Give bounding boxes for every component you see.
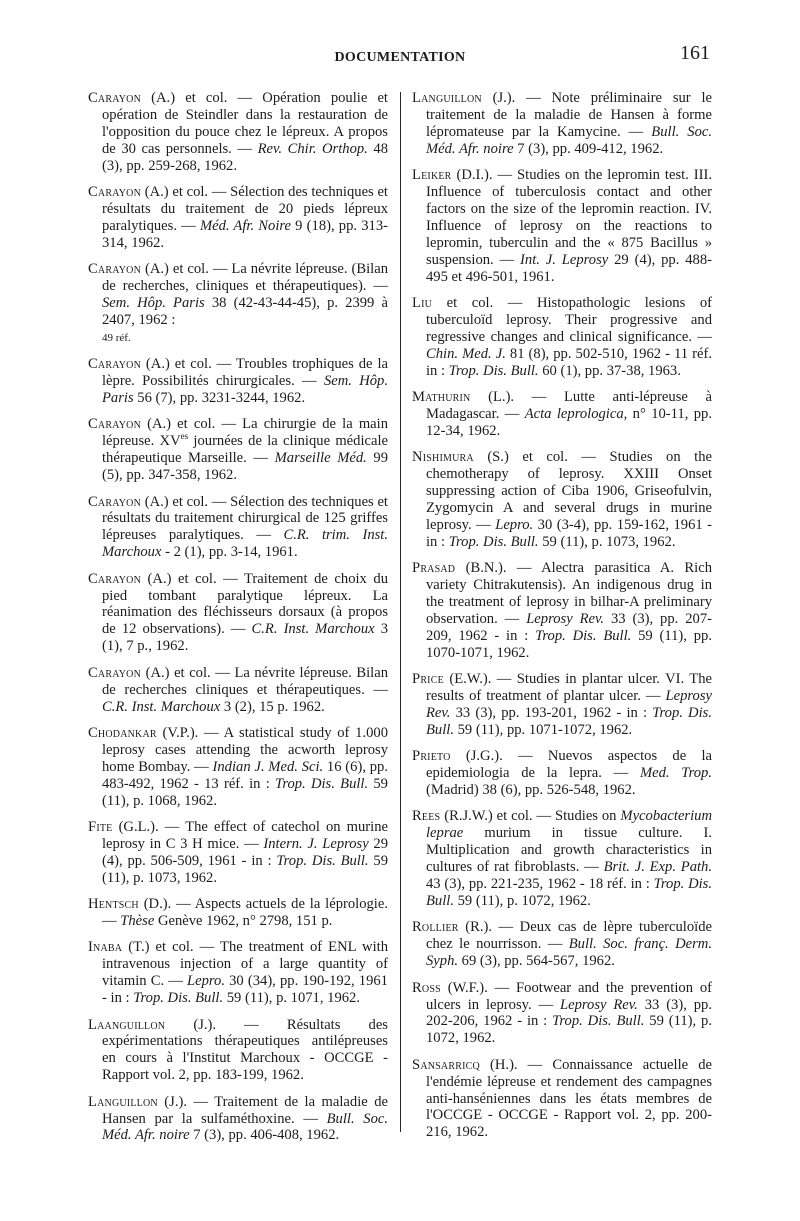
reference-details: - 2 (1), pp. 3-14, 1961.	[161, 544, 298, 561]
reference-author: Fite	[88, 818, 113, 835]
reference-source: Bull. Soc. Méd. Afr. noire	[102, 1110, 389, 1144]
reference-entry	[412, 295, 712, 380]
reference-text: (A.) et col. — Sélection des techniques et résultats du traitement chirurgical de 125 griffes lépreuses paralytiques. —	[102, 493, 388, 544]
reference-entry	[88, 939, 388, 1007]
left-column	[88, 90, 388, 1154]
reference-author: Hentsch	[88, 896, 139, 913]
reference-text: (A.) et col. — Traitement de choix du pied tombant paralytique lépreux. La réanimation des fléchisseurs dorsaux (à propos de 12 observations). —	[102, 570, 388, 638]
reference-details: 99 (5), pp. 347-358, 1962.	[102, 450, 388, 484]
reference-author: Prieto	[412, 748, 451, 765]
reference-source: Int. J. Leprosy	[520, 251, 609, 268]
reference-entry	[88, 1017, 388, 1085]
reference-source: Brit. J. Exp. Path.	[603, 859, 712, 876]
section-title: DOCUMENTATION	[334, 50, 466, 65]
reference-entry	[88, 665, 388, 716]
reference-details: 7 (3), pp. 406-408, 1962.	[189, 1127, 340, 1144]
reference-details: 81 (8), pp. 502-510, 1962 - 11 réf. in :	[426, 345, 712, 379]
page-number: 161	[680, 42, 710, 64]
reference-author: Languillon	[412, 90, 482, 106]
reference-author: Languillon	[88, 1093, 158, 1110]
reference-details: 69 (3), pp. 564-567, 1962.	[458, 953, 615, 970]
reference-entry	[88, 896, 388, 930]
reference-details: 56 (7), pp. 3231-3244, 1962.	[133, 390, 306, 406]
reference-author: Mathurin	[412, 389, 471, 405]
reference-source: C.R. Inst. Marchoux	[251, 621, 375, 638]
reference-entry	[88, 416, 388, 484]
column-divider	[400, 92, 401, 1132]
reference-source: Bull. Soc. franç. Derm. Syph.	[426, 936, 712, 970]
reference-entry	[412, 919, 712, 970]
reference-details: 33 (3), pp. 207-209, 1962 - in :	[426, 610, 712, 644]
reference-entry	[88, 90, 388, 175]
reference-details: 30 (34), pp. 190-192, 1961 - in :	[102, 973, 388, 1007]
reference-author: Inaba	[88, 939, 123, 956]
reference-source: Sem. Hôp. Paris	[102, 294, 205, 311]
reference-source: Intern. J. Leprosy	[263, 835, 369, 852]
reference-source: Leprosy Rev.	[426, 688, 712, 721]
reference-text: (J.G.). — Nuevos aspectos de la epidemiologia de la lepra. —	[426, 748, 712, 782]
reference-text: (S.) et col. — Studies on the chemotherapy of leprosy. XXIII Onset suppressing action of Ciba 1906, Griseofulvin, Zygomycin A and several drugs in murine leprosy. —	[426, 449, 712, 533]
reference-text: (J.). — Traitement de la maladie de Hansen par la sulfaméthoxine. —	[102, 1093, 388, 1127]
reference-source: C.R. Inst. Marchoux	[102, 698, 221, 715]
running-header	[0, 42, 800, 72]
reference-source: Trop. Dis. Bull.	[426, 704, 712, 738]
reference-details: 33 (3), pp. 202-206, 1962 - in :	[426, 996, 712, 1030]
reference-text: (E.W.). — Studies in plantar ulcer. VI. The results of treatment of plantar ulcer. —	[426, 671, 712, 704]
reference-details: 16 (6), pp. 483-492, 1962 - 13 réf. in :	[102, 758, 388, 792]
reference-details: murium in tissue culture. I. Multiplication and growth characteristics in cultures of rat fibroblasts. —	[426, 825, 712, 876]
reference-author: Leiker	[412, 167, 452, 184]
reference-source: Trop. Dis. Bull.	[448, 533, 539, 550]
reference-author: Laanguillon	[88, 1016, 166, 1033]
reference-source: Bull. Soc. Méd. Afr. noire	[426, 123, 713, 157]
reference-details: 38 (42-43-44-45), p. 2399 à 2407, 1962 :	[102, 294, 388, 328]
reference-text: (G.L.). — The effect of catechol on murine leprosy in C 3 H mice. —	[102, 818, 388, 852]
reference-entry	[88, 494, 388, 562]
reference-entry	[412, 1057, 712, 1142]
reference-text: (H.). — Connaissance actuelle de l'endémie lépreuse et rendement des campagnes anti-hanséniennes dans les états membres de l'OCCGE - OCCGE - Rapport vol. 2, pp. 200-216, 1962.	[426, 1056, 712, 1141]
reference-source: Trop. Dis. Bull.	[552, 1013, 645, 1030]
reference-source: Trop. Dis. Bull.	[448, 362, 539, 379]
reference-author: Carayon	[88, 90, 141, 106]
reference-text: (A.) et col. — La névrite lépreuse. Bilan de recherches cliniques et thérapeutiques. —	[102, 664, 388, 698]
reference-source: Lepro.	[187, 973, 225, 990]
reference-source: C.R. trim. Inst. Marchoux	[102, 527, 388, 561]
reference-author: Carayon	[88, 664, 141, 681]
reference-entry	[412, 167, 712, 285]
reference-details: 59 (11), p. 1073, 1962.	[538, 533, 676, 550]
reference-details: 59 (11), p. 1073, 1962.	[102, 852, 388, 886]
reference-source: Marseille Méd.	[274, 450, 367, 467]
reference-text: (A.) et col. — La chirurgie de la main lépreuse. XV	[102, 416, 388, 450]
reference-source: Rev. Chir. Orthop.	[257, 140, 368, 157]
reference-entry	[412, 980, 712, 1048]
reference-author: Ross	[412, 979, 441, 996]
reference-source: Indian J. Med. Sci.	[212, 758, 324, 775]
reference-entry	[412, 560, 712, 661]
reference-source: Leprosy Rev.	[526, 610, 605, 627]
reference-details: 3 (2), 15 p. 1962.	[220, 698, 325, 715]
reference-entry	[88, 1094, 388, 1145]
reference-entry	[88, 261, 388, 347]
reference-text: (V.P.). — A statistical study of 1.000 leprosy cases attending the acworth leprosy home Bombay. —	[102, 724, 388, 775]
reference-details: 9 (18), pp. 313-314, 1962.	[102, 217, 388, 251]
reference-author: Liu	[412, 294, 433, 311]
reference-author: Carayon	[88, 184, 141, 201]
reference-entry	[88, 356, 388, 407]
reference-details: 3 (1), 7 p., 1962.	[102, 621, 388, 655]
reference-text: (D.). — Aspects actuels de la léprologie. —	[102, 896, 388, 929]
reference-source: Trop. Dis. Bull.	[426, 876, 712, 909]
reference-text: (T.) et col. — The treatment of ENL with intravenous injection of a large quantity of vitamin C. —	[102, 939, 388, 990]
reference-details: 59 (11), p. 1068, 1962.	[102, 775, 388, 809]
reference-entry	[412, 808, 712, 909]
reference-text: (D.I.). — Studies on the lepromin test. III. Influence of tuberculosis contact and other factors on the size of the lepromin reaction. IV. Influence of leprosy on the reactions to lepromin, tuberculin and the « 875 Bacillus » suspension. —	[426, 167, 712, 268]
reference-author: Chodankar	[88, 724, 157, 741]
reference-author: Price	[412, 671, 444, 688]
reference-source: Trop. Dis. Bull.	[275, 775, 369, 792]
reference-superscript: es	[180, 431, 189, 442]
reference-author: Carayon	[88, 261, 141, 278]
reference-text: (A.) et col. — La névrite lépreuse. (Bilan de recherches, cliniques et thérapeutiques). —	[102, 261, 388, 295]
reference-details: 59 (11), pp. 1070-1071, 1962.	[426, 627, 712, 661]
reference-details: 30 (3-4), pp. 159-162, 1961 - in :	[426, 516, 712, 550]
reference-text: (A.) et col. — Opération poulie et opération de Steindler dans la restauration de l'opposition du pouce chez le lépreux. A propos de 30 cas personnels. —	[102, 90, 388, 157]
reference-source: Trop. Dis. Bull.	[535, 627, 632, 644]
reference-details: Genève 1962, n° 2798, 151 p.	[154, 912, 333, 929]
reference-text: (A.) et col. — Troubles trophiques de la lèpre. Possibilités chirurgicales. —	[102, 356, 388, 390]
reference-details: 59 (11), pp. 1071-1072, 1962.	[453, 721, 633, 738]
reference-details: (Madrid) 38 (6), pp. 526-548, 1962.	[426, 782, 636, 799]
reference-author: Rees	[412, 808, 441, 825]
reference-text: (J.). — Note préliminaire sur le traitement de la maladie de Hansen à forme lépromateuse par la Kamycine. —	[426, 90, 712, 140]
reference-entry	[88, 725, 388, 810]
reference-author: Carayon	[88, 356, 141, 373]
reference-author: Nishimura	[412, 449, 474, 466]
reference-details: 43 (3), pp. 221-235, 1962 - 18 réf. in :	[426, 876, 654, 893]
reference-details: 29 (4), pp. 488-495 et 496-501, 1961.	[426, 251, 713, 285]
reference-author: Carayon	[88, 493, 141, 510]
reference-text: (B.N.). — Alectra parasitica A. Rich variety Chitrakutensis). An indigenous drug in the treatment of leprosy in bilhar-A preliminary observation. —	[426, 560, 712, 627]
reference-details: 33 (3), pp. 193-201, 1962 - in :	[450, 704, 653, 721]
reference-details: n° 10-11, pp. 12-34, 1962.	[426, 405, 712, 439]
reference-details: 59 (11), p. 1072, 1962.	[426, 1013, 712, 1047]
reference-author: Carayon	[88, 416, 141, 433]
reference-text: journées de la clinique médicale thérapeutique Marseille. —	[102, 433, 388, 467]
reference-source: Trop. Dis. Bull.	[133, 990, 224, 1007]
reference-text: (L.). — Lutte anti-lépreuse à Madagascar. —	[426, 389, 712, 422]
reference-author: Carayon	[88, 570, 141, 587]
reference-source: Mycobacterium leprae	[426, 808, 712, 842]
reference-details: 59 (11), p. 1072, 1962.	[453, 892, 591, 909]
reference-source: Lepro.	[495, 516, 534, 533]
reference-source: Sem. Hôp. Paris	[102, 373, 388, 406]
reference-source: Trop. Dis. Bull.	[276, 852, 369, 869]
reference-text: (R.J.W.) et col. — Studies on	[440, 808, 621, 825]
reference-author: Prasad	[412, 560, 456, 577]
reference-source: Thèse	[120, 912, 155, 929]
reference-text: (W.F.). — Footwear and the prevention of ulcers in leprosy. —	[426, 979, 712, 1013]
reference-entry	[412, 671, 712, 739]
reference-entry	[412, 449, 712, 550]
reference-details: 29 (4), pp. 506-509, 1961 - in :	[102, 835, 389, 869]
reference-entry	[88, 571, 388, 656]
reference-text: (R.). — Deux cas de lèpre tuberculoïde chez le nourrisson. —	[426, 919, 712, 953]
reference-text: (J.). — Résultats des expérimentations thérapeutiques antilépreuses en cours à l'Institut Marchoux - OCCGE - Rapport vol. 2, pp. 183-199, 1962.	[102, 1016, 388, 1084]
reference-source: Med. Trop.	[639, 765, 712, 782]
reference-details: 59 (11), p. 1071, 1962.	[223, 990, 360, 1007]
reference-note: 49 réf.	[102, 331, 131, 344]
reference-entry	[412, 90, 712, 158]
reference-author: Sansarricq	[412, 1056, 480, 1073]
reference-source: Leprosy Rev.	[560, 996, 638, 1013]
reference-text: (A.) et col. — Sélection des techniques et résultats du traitement de 20 pieds lépreux paralytiques. —	[102, 184, 388, 234]
reference-author: Rollier	[412, 919, 459, 936]
reference-details: 60 (1), pp. 37-38, 1963.	[538, 362, 681, 379]
reference-entry	[412, 748, 712, 799]
reference-source: Acta leprologica,	[524, 405, 628, 422]
reference-details: 7 (3), pp. 409-412, 1962.	[513, 140, 664, 157]
right-column	[412, 90, 712, 1151]
reference-source: Méd. Afr. Noire	[199, 217, 291, 234]
reference-entry	[412, 389, 712, 440]
reference-source: Chin. Med. J.	[426, 345, 506, 362]
reference-entry	[88, 184, 388, 252]
reference-text: et col. — Histopathologic lesions of tuberculoïd leprosy. Their progressive and regressive changes and clinical significance. —	[426, 294, 712, 345]
reference-details: 48 (3), pp. 259-268, 1962.	[102, 140, 388, 174]
reference-entry	[88, 819, 388, 887]
